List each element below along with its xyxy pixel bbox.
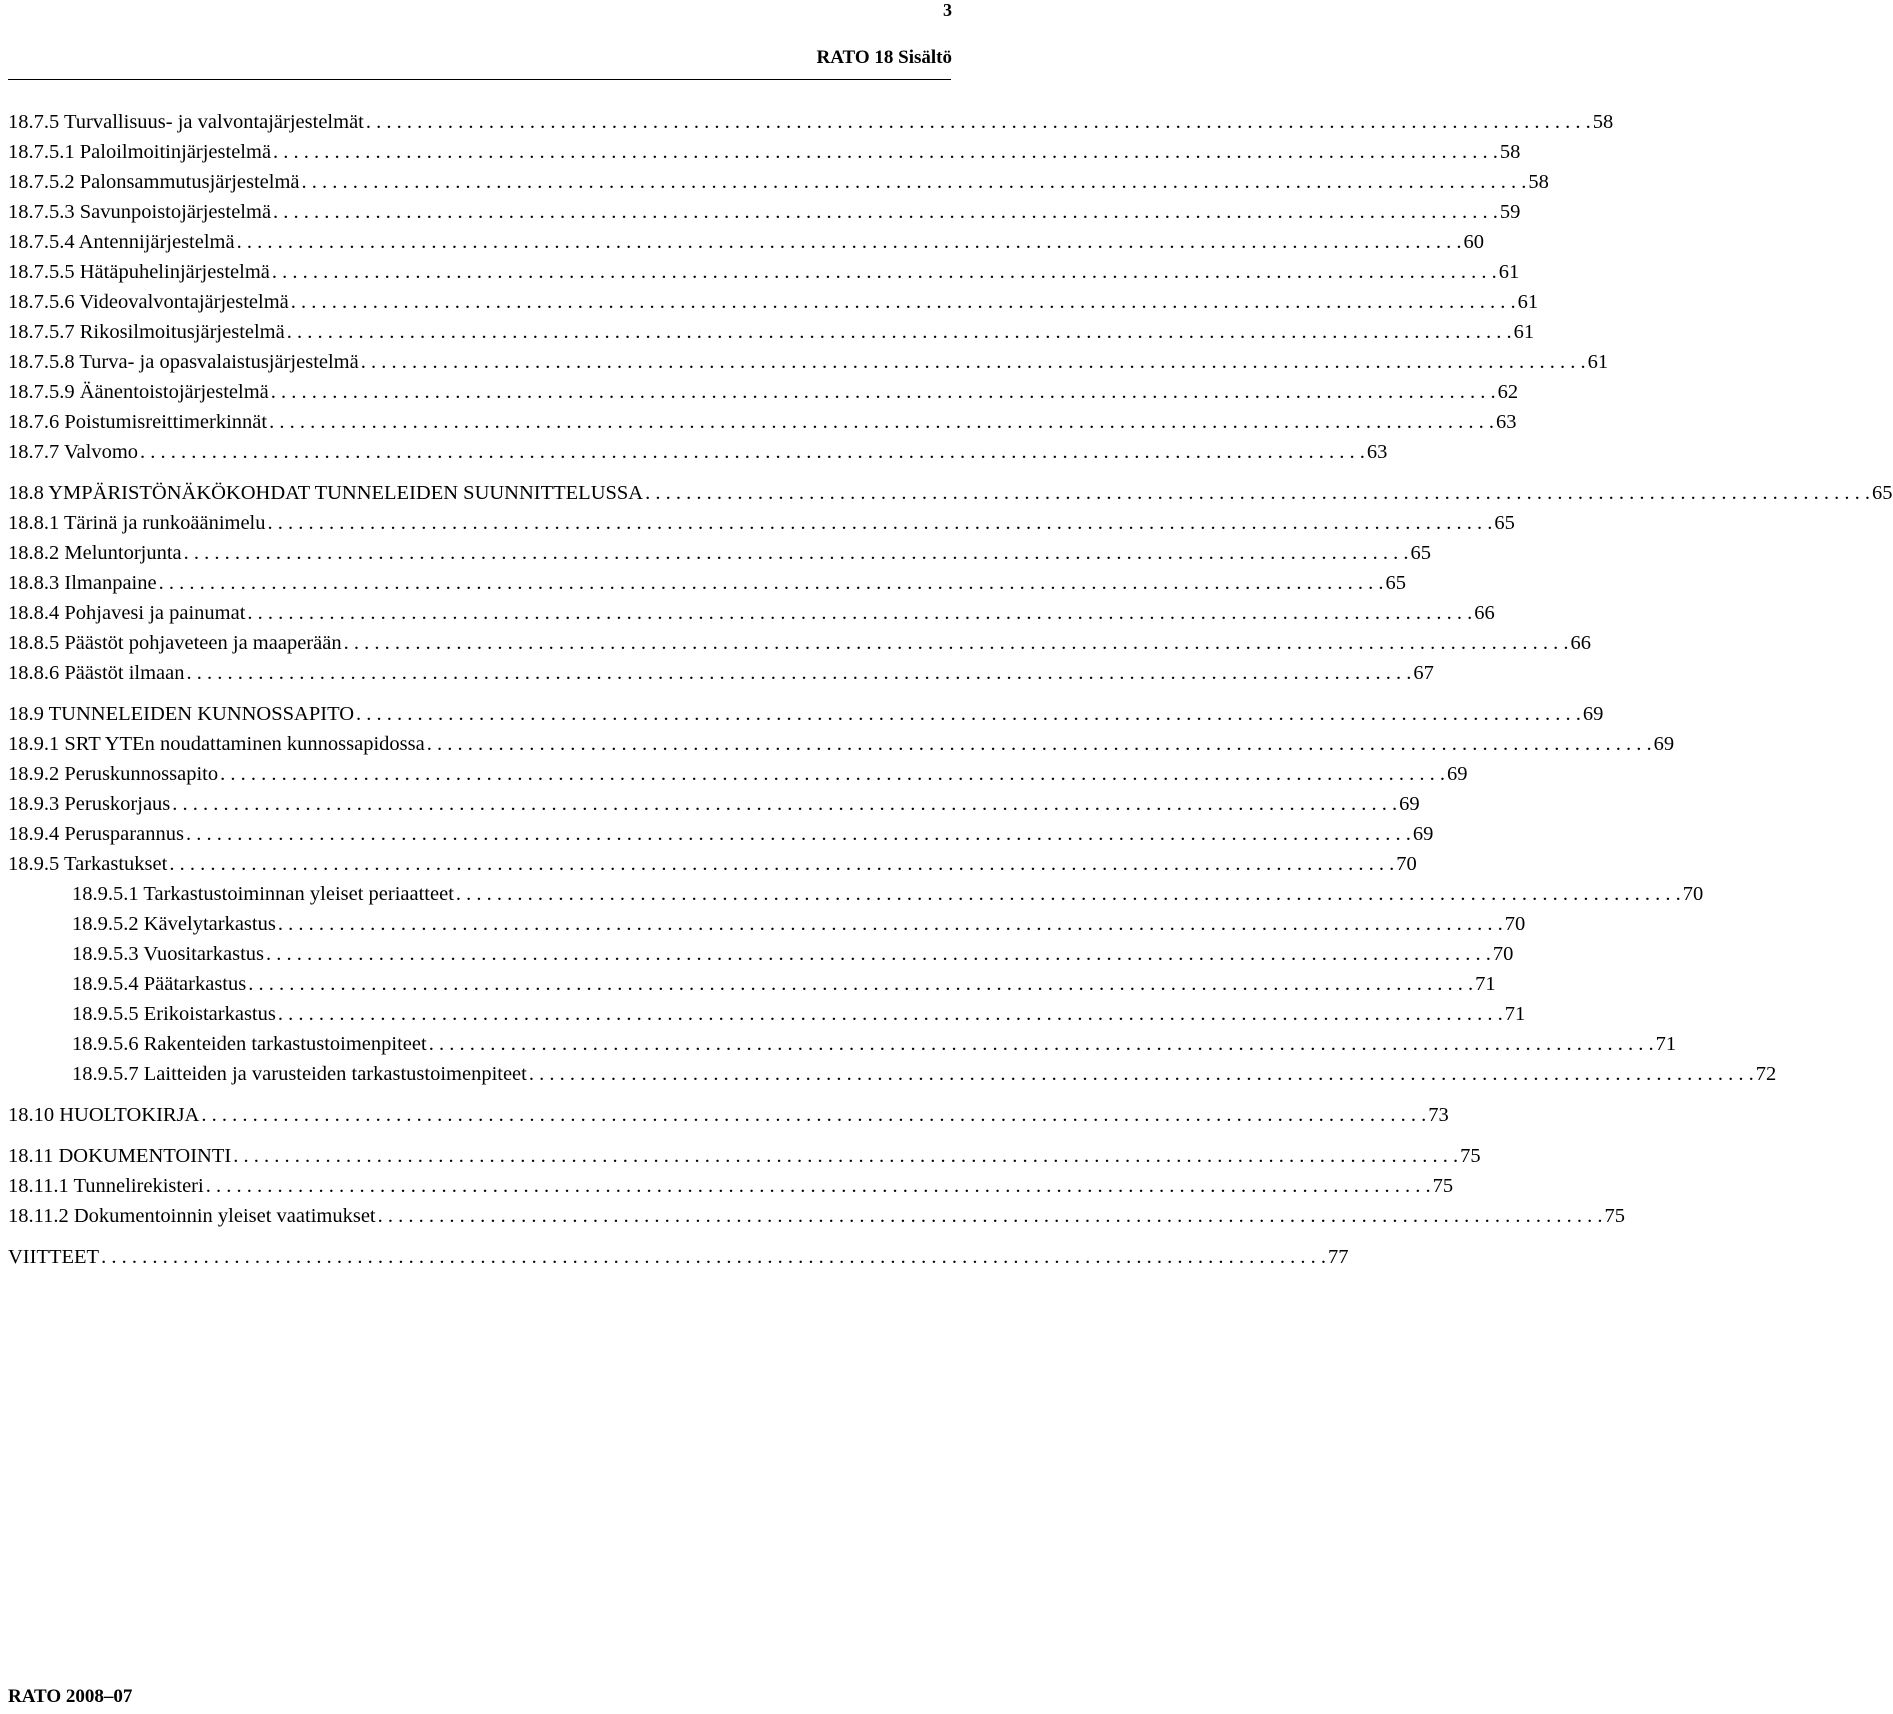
toc-entry[interactable]: [8, 1242, 1349, 1272]
toc-dot-leader: . . . . . . . . . . . . . . . . . . . . . . . . . . . . . . . . . . . . . . . . . . . . . . . . . . . . . . . . . . . . . . . . . . . . . . . . . . . . . . . . . . . . . . . . . . . . . . . . . . . . . . . . . . . . . . . . . . . . . . . .: [183, 542, 1409, 564]
toc-entry[interactable]: [8, 167, 1549, 197]
toc-entry-page-number: 75: [1432, 1175, 1454, 1197]
toc-dot-leader: . . . . . . . . . . . . . . . . . . . . . . . . . . . . . . . . . . . . . . . . . . . . . . . . . . . . . . . . . . . . . . . . . . . . . . . . . . . . . . . . . . . . . . . . . . . . . . . . . . . . . . . . . . . . . . . . . . . . . . . .: [201, 1104, 1427, 1126]
toc-entry-label: 18.8.4 Pohjavesi ja painumat: [8, 602, 246, 624]
toc-entry[interactable]: [8, 699, 1604, 729]
toc-entry-page-number: 71: [1655, 1033, 1677, 1055]
toc-entry-label: 18.8.3 Ilmanpaine: [8, 572, 157, 594]
toc-dot-leader: . . . . . . . . . . . . . . . . . . . . . . . . . . . . . . . . . . . . . . . . . . . . . . . . . . . . . . . . . . . . . . . . . . . . . . . . . . . . . . . . . . . . . . . . . . . . . . . . . . . . . . . . . . . . . . . . . . . . . . . .: [172, 793, 1398, 815]
toc-dot-leader: . . . . . . . . . . . . . . . . . . . . . . . . . . . . . . . . . . . . . . . . . . . . . . . . . . . . . . . . . . . . . . . . . . . . . . . . . . . . . . . . . . . . . . . . . . . . . . . . . . . . . . . . . . . . . . . . . . . . . . . .: [266, 943, 1491, 965]
toc-entry-page-number: 70: [1682, 883, 1704, 905]
toc-entry[interactable]: [8, 1059, 1777, 1089]
toc-dot-leader: . . . . . . . . . . . . . . . . . . . . . . . . . . . . . . . . . . . . . . . . . . . . . . . . . . . . . . . . . . . . . . . . . . . . . . . . . . . . . . . . . . . . . . . . . . . . . . . . . . . . . . . . . . . . . . . . . . . . . . . .: [277, 1003, 1503, 1025]
toc-entry-label: 18.10 HUOLTOKIRJA: [8, 1104, 200, 1126]
toc-dot-leader: . . . . . . . . . . . . . . . . . . . . . . . . . . . . . . . . . . . . . . . . . . . . . . . . . . . . . . . . . . . . . . . . . . . . . . . . . . . . . . . . . . . . . . . . . . . . . . . . . . . . . . . . . . . . . . . . . . . . . . . .: [455, 883, 1681, 905]
toc-entry-label: 18.8.5 Päästöt pohjaveteen ja maaperään: [8, 632, 342, 654]
toc-entry-page-number: 73: [1428, 1104, 1449, 1126]
toc-entry-page-number: 60: [1463, 231, 1484, 253]
toc-entry-label: 18.9.5.5 Erikoistarkastus: [72, 1003, 276, 1025]
toc-entry-label: 18.9.5.3 Vuositarkastus: [72, 943, 264, 965]
toc-entry-label: 18.9 TUNNELEIDEN KUNNOSSAPITO: [8, 703, 355, 725]
toc-entry-page-number: 67: [1413, 662, 1434, 684]
toc-entry-page-number: 70: [1492, 943, 1514, 965]
toc-entry[interactable]: [8, 137, 1521, 167]
toc-entry-page-number: 70: [1504, 913, 1526, 935]
toc-dot-leader: . . . . . . . . . . . . . . . . . . . . . . . . . . . . . . . . . . . . . . . . . . . . . . . . . . . . . . . . . . . . . . . . . . . . . . . . . . . . . . . . . . . . . . . . . . . . . . . . . . . . . . . . . . . . . . . . . . . . . . . .: [247, 602, 1473, 624]
toc-dot-leader: . . . . . . . . . . . . . . . . . . . . . . . . . . . . . . . . . . . . . . . . . . . . . . . . . . . . . . . . . . . . . . . . . . . . . . . . . . . . . . . . . . . . . . . . . . . . . . . . . . . . . . . . . . . . . . . . . . . . . . . .: [101, 1246, 1326, 1268]
toc-entry-label: 18.9.2 Peruskunnossapito: [8, 763, 219, 785]
toc-entry[interactable]: [8, 478, 1893, 508]
toc-entry[interactable]: [8, 759, 1468, 789]
toc-entry-page-number: 75: [1460, 1145, 1481, 1167]
toc-entry-page-number: 66: [1474, 602, 1495, 624]
toc-dot-leader: . . . . . . . . . . . . . . . . . . . . . . . . . . . . . . . . . . . . . . . . . . . . . . . . . . . . . . . . . . . . . . . . . . . . . . . . . . . . . . . . . . . . . . . . . . . . . . . . . . . . . . . . . . . . . . . . . . . . . . . .: [301, 171, 1527, 193]
toc-entry-page-number: 77: [1327, 1246, 1349, 1268]
toc-entry[interactable]: [8, 969, 1496, 999]
toc-entry[interactable]: [8, 658, 1434, 688]
toc-dot-leader: . . . . . . . . . . . . . . . . . . . . . . . . . . . . . . . . . . . . . . . . . . . . . . . . . . . . . . . . . . . . . . . . . . . . . . . . . . . . . . . . . . . . . . . . . . . . . . . . . . . . . . . . . . . . . . . . . . . . . . . .: [356, 703, 1581, 725]
toc-entry-label: 18.7.5.5 Hätäpuhelinjärjestelmä: [8, 261, 270, 283]
toc-dot-leader: . . . . . . . . . . . . . . . . . . . . . . . . . . . . . . . . . . . . . . . . . . . . . . . . . . . . . . . . . . . . . . . . . . . . . . . . . . . . . . . . . . . . . . . . . . . . . . . . . . . . . . . . . . . . . . . . . . . . . . . .: [377, 1205, 1603, 1227]
toc-dot-leader: . . . . . . . . . . . . . . . . . . . . . . . . . . . . . . . . . . . . . . . . . . . . . . . . . . . . . . . . . . . . . . . . . . . . . . . . . . . . . . . . . . . . . . . . . . . . . . . . . . . . . . . . . . . . . . . . . . . . . . . .: [343, 632, 1569, 654]
toc-dot-leader: . . . . . . . . . . . . . . . . . . . . . . . . . . . . . . . . . . . . . . . . . . . . . . . . . . . . . . . . . . . . . . . . . . . . . . . . . . . . . . . . . . . . . . . . . . . . . . . . . . . . . . . . . . . . . . . . . . . . . . . .: [645, 482, 1870, 504]
toc-entry-page-number: 75: [1604, 1205, 1625, 1227]
toc-entry[interactable]: [8, 437, 1388, 467]
toc-entry[interactable]: [8, 789, 1420, 819]
toc-entry-page-number: 72: [1755, 1063, 1777, 1085]
toc-entry-label: 18.7.5.2 Palonsammutusjärjestelmä: [8, 171, 300, 193]
toc-dot-leader: . . . . . . . . . . . . . . . . . . . . . . . . . . . . . . . . . . . . . . . . . . . . . . . . . . . . . . . . . . . . . . . . . . . . . . . . . . . . . . . . . . . . . . . . . . . . . . . . . . . . . . . . . . . . . . . . . . . . . . . .: [186, 662, 1412, 684]
toc-entry-page-number: 65: [1872, 482, 1893, 504]
toc-entry-label: 18.7.5 Turvallisuus- ja valvontajärjestelmät: [8, 111, 364, 133]
toc-entry[interactable]: [8, 999, 1526, 1029]
toc-entry-page-number: 70: [1396, 853, 1417, 875]
toc-dot-leader: . . . . . . . . . . . . . . . . . . . . . . . . . . . . . . . . . . . . . . . . . . . . . . . . . . . . . . . . . . . . . . . . . . . . . . . . . . . . . . . . . . . . . . . . . . . . . . . . . . . . . . . . . . . . . . . . . . . . . . . .: [205, 1175, 1431, 1197]
toc-entry-label: 18.7.6 Poistumisreittimerkinnät: [8, 411, 268, 433]
toc-dot-leader: . . . . . . . . . . . . . . . . . . . . . . . . . . . . . . . . . . . . . . . . . . . . . . . . . . . . . . . . . . . . . . . . . . . . . . . . . . . . . . . . . . . . . . . . . . . . . . . . . . . . . . . . . . . . . . . . . . . . . . . .: [233, 1145, 1459, 1167]
toc-entry[interactable]: [8, 729, 1675, 759]
toc-entry[interactable]: [8, 347, 1609, 377]
toc-entry-label: 18.9.5.7 Laitteiden ja varusteiden tarkastustoimenpiteet: [72, 1063, 527, 1085]
toc-dot-leader: . . . . . . . . . . . . . . . . . . . . . . . . . . . . . . . . . . . . . . . . . . . . . . . . . . . . . . . . . . . . . . . . . . . . . . . . . . . . . . . . . . . . . . . . . . . . . . . . . . . . . . . . . . . . . . . . . . . . . . . .: [158, 572, 1384, 594]
toc-entry[interactable]: [8, 407, 1517, 437]
table-of-contents: [8, 107, 1893, 1272]
toc-entry-label: 18.9.1 SRT YTEn noudattaminen kunnossapidossa: [8, 733, 425, 755]
toc-dot-leader: . . . . . . . . . . . . . . . . . . . . . . . . . . . . . . . . . . . . . . . . . . . . . . . . . . . . . . . . . . . . . . . . . . . . . . . . . . . . . . . . . . . . . . . . . . . . . . . . . . . . . . . . . . . . . . . . . . . . . . . .: [277, 913, 1503, 935]
toc-entry[interactable]: [8, 508, 1515, 538]
footer-text: RATO 2008–07: [8, 1686, 133, 1707]
toc-entry-label: 18.9.5 Tarkastukset: [8, 853, 168, 875]
toc-dot-leader: . . . . . . . . . . . . . . . . . . . . . . . . . . . . . . . . . . . . . . . . . . . . . . . . . . . . . . . . . . . . . . . . . . . . . . . . . . . . . . . . . . . . . . . . . . . . . . . . . . . . . . . . . . . . . . . . . . . . . . . .: [236, 231, 1462, 253]
toc-entry[interactable]: [8, 107, 1614, 137]
toc-entry-page-number: 69: [1412, 823, 1434, 845]
toc-entry-page-number: 59: [1499, 201, 1521, 223]
toc-entry[interactable]: [8, 909, 1526, 939]
toc-entry[interactable]: [8, 317, 1535, 347]
toc-entry[interactable]: [8, 1201, 1625, 1231]
toc-entry-label: 18.11 DOKUMENTOINTI: [8, 1145, 232, 1167]
toc-dot-leader: . . . . . . . . . . . . . . . . . . . . . . . . . . . . . . . . . . . . . . . . . . . . . . . . . . . . . . . . . . . . . . . . . . . . . . . . . . . . . . . . . . . . . . . . . . . . . . . . . . . . . . . . . . . . . . . . . . . . . . . .: [185, 823, 1411, 845]
toc-entry-page-number: 58: [1499, 141, 1521, 163]
toc-entry-page-number: 65: [1494, 512, 1515, 534]
toc-entry-label: 18.7.5.8 Turva- ja opasvalaistusjärjestelmä: [8, 351, 359, 373]
toc-entry[interactable]: [8, 598, 1495, 628]
toc-entry[interactable]: [8, 227, 1484, 257]
toc-entry[interactable]: [8, 628, 1591, 658]
toc-entry-label: 18.7.5.9 Äänentoistojärjestelmä: [8, 381, 269, 403]
toc-dot-leader: . . . . . . . . . . . . . . . . . . . . . . . . . . . . . . . . . . . . . . . . . . . . . . . . . . . . . . . . . . . . . . . . . . . . . . . . . . . . . . . . . . . . . . . . . . . . . . . . . . . . . . . . . . . . . . . . . . . . . . . .: [428, 1033, 1654, 1055]
toc-entry[interactable]: [8, 1171, 1454, 1201]
toc-entry-label: 18.11.2 Dokumentoinnin yleiset vaatimukset: [8, 1205, 376, 1227]
toc-entry-page-number: 63: [1366, 441, 1388, 463]
toc-entry-page-number: 58: [1528, 171, 1549, 193]
toc-dot-leader: . . . . . . . . . . . . . . . . . . . . . . . . . . . . . . . . . . . . . . . . . . . . . . . . . . . . . . . . . . . . . . . . . . . . . . . . . . . . . . . . . . . . . . . . . . . . . . . . . . . . . . . . . . . . . . . . . . . . . . . .: [140, 441, 1365, 463]
toc-entry-page-number: 66: [1570, 632, 1591, 654]
toc-entry-label: 18.8.1 Tärinä ja runkoäänimelu: [8, 512, 266, 534]
toc-dot-leader: . . . . . . . . . . . . . . . . . . . . . . . . . . . . . . . . . . . . . . . . . . . . . . . . . . . . . . . . . . . . . . . . . . . . . . . . . . . . . . . . . . . . . . . . . . . . . . . . . . . . . . . . . . . . . . . . . . . . . . . .: [365, 111, 1591, 133]
toc-entry[interactable]: [8, 377, 1519, 407]
toc-dot-leader: . . . . . . . . . . . . . . . . . . . . . . . . . . . . . . . . . . . . . . . . . . . . . . . . . . . . . . . . . . . . . . . . . . . . . . . . . . . . . . . . . . . . . . . . . . . . . . . . . . . . . . . . . . . . . . . . . . . . . . . .: [220, 763, 1445, 785]
toc-entry-label: 18.9.4 Perusparannus: [8, 823, 184, 845]
toc-entry[interactable]: [8, 568, 1406, 598]
toc-dot-leader: . . . . . . . . . . . . . . . . . . . . . . . . . . . . . . . . . . . . . . . . . . . . . . . . . . . . . . . . . . . . . . . . . . . . . . . . . . . . . . . . . . . . . . . . . . . . . . . . . . . . . . . . . . . . . . . . . . . . . . . .: [273, 201, 1498, 223]
toc-dot-leader: . . . . . . . . . . . . . . . . . . . . . . . . . . . . . . . . . . . . . . . . . . . . . . . . . . . . . . . . . . . . . . . . . . . . . . . . . . . . . . . . . . . . . . . . . . . . . . . . . . . . . . . . . . . . . . . . . . . . . . . .: [270, 381, 1496, 403]
toc-entry-label: 18.8 YMPÄRISTÖNÄKÖKOHDAT TUNNELEIDEN SUUNNITTELUSSA: [8, 482, 644, 504]
toc-dot-leader: . . . . . . . . . . . . . . . . . . . . . . . . . . . . . . . . . . . . . . . . . . . . . . . . . . . . . . . . . . . . . . . . . . . . . . . . . . . . . . . . . . . . . . . . . . . . . . . . . . . . . . . . . . . . . . . . . . . . . . . .: [290, 291, 1516, 313]
toc-entry-label: 18.9.5.1 Tarkastustoiminnan yleiset periaatteet: [72, 883, 454, 905]
toc-entry[interactable]: [8, 1029, 1677, 1059]
toc-entry[interactable]: [8, 879, 1704, 909]
toc-entry-page-number: 61: [1587, 351, 1609, 373]
toc-dot-leader: . . . . . . . . . . . . . . . . . . . . . . . . . . . . . . . . . . . . . . . . . . . . . . . . . . . . . . . . . . . . . . . . . . . . . . . . . . . . . . . . . . . . . . . . . . . . . . . . . . . . . . . . . . . . . . . . . . . . . . . .: [248, 973, 1474, 995]
toc-dot-leader: . . . . . . . . . . . . . . . . . . . . . . . . . . . . . . . . . . . . . . . . . . . . . . . . . . . . . . . . . . . . . . . . . . . . . . . . . . . . . . . . . . . . . . . . . . . . . . . . . . . . . . . . . . . . . . . . . . . . . . . .: [269, 411, 1494, 433]
header-title: RATO 18 Sisältö: [816, 47, 952, 68]
toc-entry-page-number: 58: [1592, 111, 1614, 133]
page-number: 3: [943, 0, 952, 20]
toc-entry-page-number: 69: [1399, 793, 1420, 815]
toc-entry-label: 18.7.5.3 Savunpoistojärjestelmä: [8, 201, 272, 223]
toc-entry-label: VIITTEET: [8, 1246, 100, 1268]
toc-entry-page-number: 61: [1513, 321, 1535, 343]
toc-entry-label: 18.9.5.6 Rakenteiden tarkastustoimenpiteet: [72, 1033, 427, 1055]
toc-entry-label: 18.9.3 Peruskorjaus: [8, 793, 171, 815]
toc-entry-label: 18.11.1 Tunnelirekisteri: [8, 1175, 204, 1197]
toc-entry-label: 18.8.6 Päästöt ilmaan: [8, 662, 185, 684]
toc-entry-page-number: 62: [1497, 381, 1519, 403]
toc-entry-page-number: 63: [1495, 411, 1517, 433]
toc-entry-page-number: 69: [1447, 763, 1468, 785]
toc-entry[interactable]: [8, 939, 1514, 969]
header-divider: [8, 79, 951, 80]
toc-entry-page-number: 69: [1582, 703, 1604, 725]
toc-entry-page-number: 65: [1385, 572, 1406, 594]
toc-entry[interactable]: [8, 819, 1434, 849]
toc-dot-leader: . . . . . . . . . . . . . . . . . . . . . . . . . . . . . . . . . . . . . . . . . . . . . . . . . . . . . . . . . . . . . . . . . . . . . . . . . . . . . . . . . . . . . . . . . . . . . . . . . . . . . . . . . . . . . . . . . . . . . . . .: [286, 321, 1512, 343]
toc-entry[interactable]: [8, 1100, 1449, 1130]
toc-entry[interactable]: [8, 538, 1432, 568]
toc-dot-leader: . . . . . . . . . . . . . . . . . . . . . . . . . . . . . . . . . . . . . . . . . . . . . . . . . . . . . . . . . . . . . . . . . . . . . . . . . . . . . . . . . . . . . . . . . . . . . . . . . . . . . . . . . . . . . . . . . . . . . . . .: [169, 853, 1395, 875]
toc-entry-label: 18.7.5.7 Rikosilmoitusjärjestelmä: [8, 321, 285, 343]
toc-entry-page-number: 71: [1475, 973, 1496, 995]
toc-entry-label: 18.9.5.2 Kävelytarkastus: [72, 913, 276, 935]
toc-entry-label: 18.7.5.6 Videovalvontajärjestelmä: [8, 291, 289, 313]
toc-entry-label: 18.8.2 Meluntorjunta: [8, 542, 182, 564]
toc-entry-label: 18.9.5.4 Päätarkastus: [72, 973, 247, 995]
toc-dot-leader: . . . . . . . . . . . . . . . . . . . . . . . . . . . . . . . . . . . . . . . . . . . . . . . . . . . . . . . . . . . . . . . . . . . . . . . . . . . . . . . . . . . . . . . . . . . . . . . . . . . . . . . . . . . . . . . . . . . . . . . .: [273, 141, 1498, 163]
toc-entry[interactable]: [8, 257, 1520, 287]
toc-entry-page-number: 61: [1517, 291, 1539, 313]
toc-entry-page-number: 71: [1504, 1003, 1526, 1025]
toc-entry-page-number: 65: [1410, 542, 1432, 564]
toc-entry-page-number: 61: [1498, 261, 1520, 283]
toc-entry[interactable]: [8, 849, 1417, 879]
toc-dot-leader: . . . . . . . . . . . . . . . . . . . . . . . . . . . . . . . . . . . . . . . . . . . . . . . . . . . . . . . . . . . . . . . . . . . . . . . . . . . . . . . . . . . . . . . . . . . . . . . . . . . . . . . . . . . . . . . . . . . . . . . .: [360, 351, 1586, 373]
toc-dot-leader: . . . . . . . . . . . . . . . . . . . . . . . . . . . . . . . . . . . . . . . . . . . . . . . . . . . . . . . . . . . . . . . . . . . . . . . . . . . . . . . . . . . . . . . . . . . . . . . . . . . . . . . . . . . . . . . . . . . . . . . .: [528, 1063, 1754, 1085]
toc-dot-leader: . . . . . . . . . . . . . . . . . . . . . . . . . . . . . . . . . . . . . . . . . . . . . . . . . . . . . . . . . . . . . . . . . . . . . . . . . . . . . . . . . . . . . . . . . . . . . . . . . . . . . . . . . . . . . . . . . . . . . . . .: [426, 733, 1652, 755]
toc-entry-label: 18.7.5.4 Antennijärjestelmä: [8, 231, 235, 253]
toc-entry[interactable]: [8, 197, 1521, 227]
toc-dot-leader: . . . . . . . . . . . . . . . . . . . . . . . . . . . . . . . . . . . . . . . . . . . . . . . . . . . . . . . . . . . . . . . . . . . . . . . . . . . . . . . . . . . . . . . . . . . . . . . . . . . . . . . . . . . . . . . . . . . . . . . .: [267, 512, 1493, 534]
toc-dot-leader: . . . . . . . . . . . . . . . . . . . . . . . . . . . . . . . . . . . . . . . . . . . . . . . . . . . . . . . . . . . . . . . . . . . . . . . . . . . . . . . . . . . . . . . . . . . . . . . . . . . . . . . . . . . . . . . . . . . . . . . .: [271, 261, 1497, 283]
toc-entry-page-number: 69: [1653, 733, 1675, 755]
toc-entry[interactable]: [8, 1141, 1481, 1171]
toc-entry-label: 18.7.5.1 Paloilmoitinjärjestelmä: [8, 141, 272, 163]
toc-entry-label: 18.7.7 Valvomo: [8, 441, 139, 463]
toc-entry[interactable]: [8, 287, 1539, 317]
